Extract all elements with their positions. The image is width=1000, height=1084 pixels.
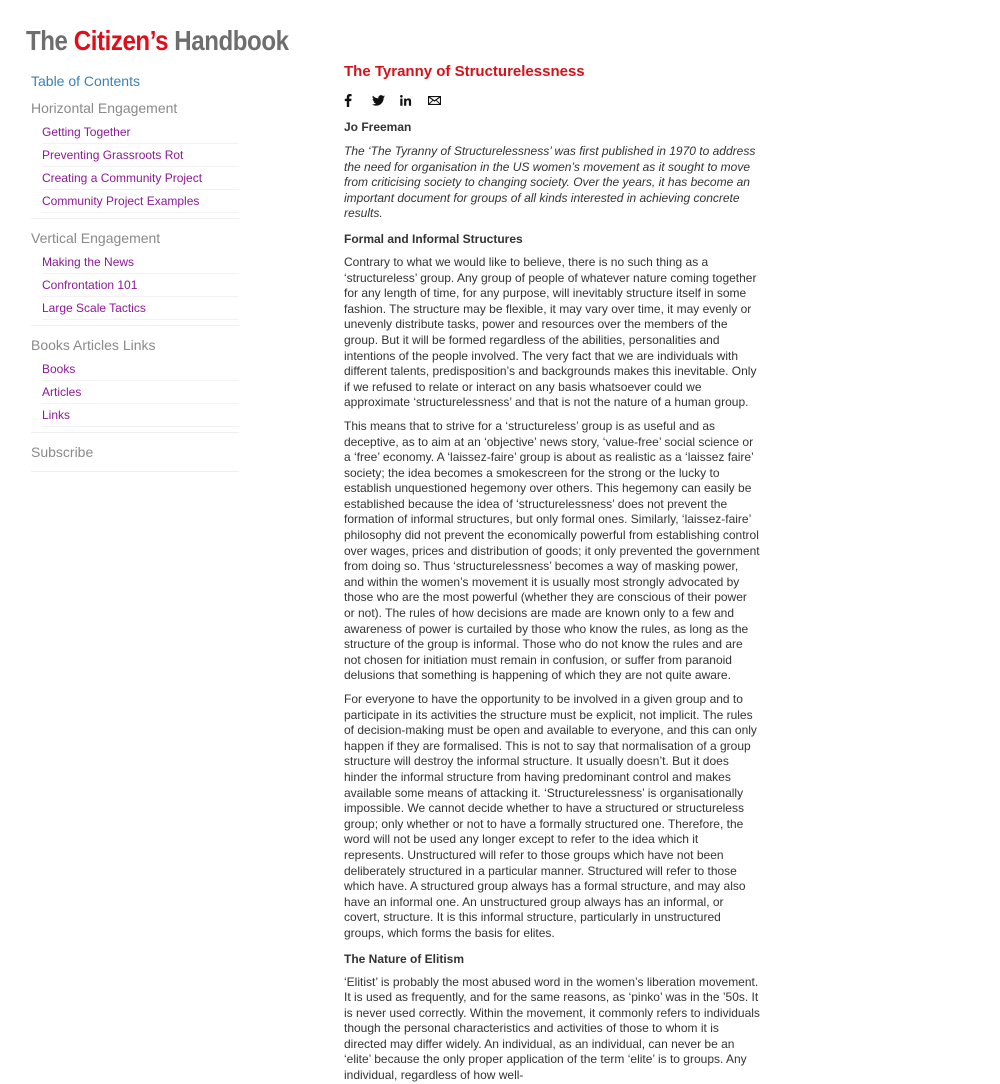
sidebar-link-large-scale-tactics[interactable]: Large Scale Tactics (42, 301, 146, 315)
article (344, 62, 760, 1084)
article-paragraph: This means that to strive for a ‘structureless’ group is as useful and as deceptive, as to aim at an ‘objective’ news story, ‘value-free’ social science or a ‘free’ economy. A ‘laissez-faire’ group is about as realistic as a ‘laissez faire’ society; the idea becomes a smokescreen for the strong or the lucky to establish unquestioned hegemony over others. This hegemony can easily be established because the idea of ‘structurelessness’ does not prevent the formation of informal structures, but only formal ones. Similarly, ‘laissez-faire’ philosophy did not prevent the economically powerful from establishing control over wages, prices and distribution of goods; it only prevented the government from doing so. Thus ‘structurelessness’ becomes a way of masking power, and within the women’s movement it is usually most strongly advocated by those who are the most powerful (whether they are conscious of their power or not). The rules of how decisions are made are known only to a few and awareness of power is curtailed by those who know the rules, as long as the structure of the group is informal. Those who do not know the rules and are not chosen for initiation must remain in confusion, or suffer from paranoid delusions that something is happening of which they are not quite aware. (344, 418, 760, 683)
email-icon[interactable] (428, 96, 456, 105)
sidebar-link-books[interactable]: Books (42, 362, 76, 376)
logo-the: The (26, 25, 74, 56)
sidebar-section-horizontal-engagement (31, 99, 239, 219)
article-intro: The ‘The Tyranny of Structurelessness’ was first published in 1970 to address the need for organisation in the US women’s movement as it sought to move from criticising society to changing society. Over the years, it has become an important document for groups of all kinds interested in achieving concrete results. (344, 144, 756, 221)
sidebar-link-articles[interactable]: Articles (42, 385, 82, 399)
logo-citizens: Citizen’s (73, 25, 169, 56)
article-paragraph: For everyone to have the opportunity to be involved in a given group and to participate in its activities the structure must be explicit, not implicit. The rules of decision-making must be open and available to everyone, and this can only happen if they are formalised. This is not to say that normalisation of a group structure will destroy the informal structure. It usually doesn’t. But it does hinder the informal structure from having predominant control and makes available some means of attacking it. ‘Structurelessness’ is organisationally impossible. We cannot decide whether to have a structured or structureless group; only whether or not to have a formally structured one. Therefore, the word will not be used any longer except to refer to the idea which it represents. Unstructured will refer to those groups which have not been deliberately structured in a particular manner. Structured will refer to those which have. A structured group always has a formal structure, and may also have an informal one. An unstructured group always has an informal, or covert, structure. It is this informal structure, particularly in unstructured groups, which forms the basis for elites. (344, 692, 757, 940)
sidebar-item (42, 275, 239, 297)
sidebar-section-title[interactable]: Books Articles Links (31, 337, 156, 353)
linkedin-icon[interactable] (400, 95, 428, 106)
article-paragraph: Contrary to what we would like to believe, there is no such thing as a ‘structureless’ group. Any group of people of whatever nature coming together for any length of time, for any purpose, will inevitably structure itself in some fashion. The structure may be flexible, it may vary over time, it may evenly or unevenly distribute tasks, power and resources over the members of the group. But it will be formed regardless of the abilities, personalities and intentions of the people involved. The very fact that we are individuals with different talents, predisposition’s and backgrounds makes this inevitable. Only if we refused to relate or interact on any basis whatsoever could we approximate ‘structurelessness’ and that is not the nature of a human group. (344, 254, 757, 410)
sidebar-item (42, 145, 239, 167)
sidebar-item (42, 168, 239, 190)
twitter-icon[interactable] (372, 95, 400, 106)
section-heading: The Nature of Elitism (344, 951, 465, 966)
logo-handbook: Handbook (168, 25, 289, 56)
sidebar-item (42, 382, 239, 404)
sidebar-section-subscribe (31, 443, 239, 472)
sidebar-section-books-articles-links (31, 336, 239, 433)
sidebar-section-title[interactable]: Subscribe (31, 444, 94, 460)
sidebar-link-community-project-examples[interactable]: Community Project Examples (42, 194, 200, 208)
sidebar-link-making-the-news[interactable]: Making the News (42, 255, 135, 269)
sidebar-nav (31, 72, 239, 482)
sidebar-item (42, 252, 239, 274)
sidebar-item (42, 298, 239, 320)
share-bar (344, 92, 760, 108)
article-author: Jo Freeman (344, 120, 412, 134)
sidebar-link-creating-community-project[interactable]: Creating a Community Project (42, 171, 203, 185)
sidebar-link-preventing-grassroots-rot[interactable]: Preventing Grassroots Rot (42, 148, 184, 162)
sidebar-section-title[interactable]: Horizontal Engagement (31, 100, 178, 116)
sidebar-link-confrontation-101[interactable]: Confrontation 101 (42, 278, 138, 292)
section-heading: Formal and Informal Structures (344, 231, 523, 246)
sidebar-item (42, 122, 239, 144)
sidebar-item (42, 405, 239, 427)
sidebar-item (42, 359, 239, 381)
sidebar-link-links[interactable]: Links (42, 408, 71, 422)
sidebar-section-title[interactable]: Vertical Engagement (31, 230, 161, 246)
sidebar-item (42, 191, 239, 213)
sidebar-section-vertical-engagement (31, 229, 239, 326)
sidebar-link-getting-together[interactable]: Getting Together (42, 125, 131, 139)
article-paragraph: ‘Elitist’ is probably the most abused word in the women’s liberation movement. It is used as frequently, and for the same reasons, as ‘pinko’ was in the ’50s. It is never used correctly. Within the movement, it commonly refers to individuals though the personal characteristics and activities of those to whom it is directed may differ widely. An individual, as an individual, can never be an ‘elite’ because the only proper application of the term ‘elite’ is to groups. Any individual, regardless of how well- (344, 974, 760, 1083)
table-of-contents-link[interactable]: Table of Contents (31, 73, 140, 89)
facebook-icon[interactable] (344, 94, 372, 107)
page-title: The Tyranny of Structurelessness (344, 63, 585, 80)
site-logo[interactable] (26, 26, 289, 56)
